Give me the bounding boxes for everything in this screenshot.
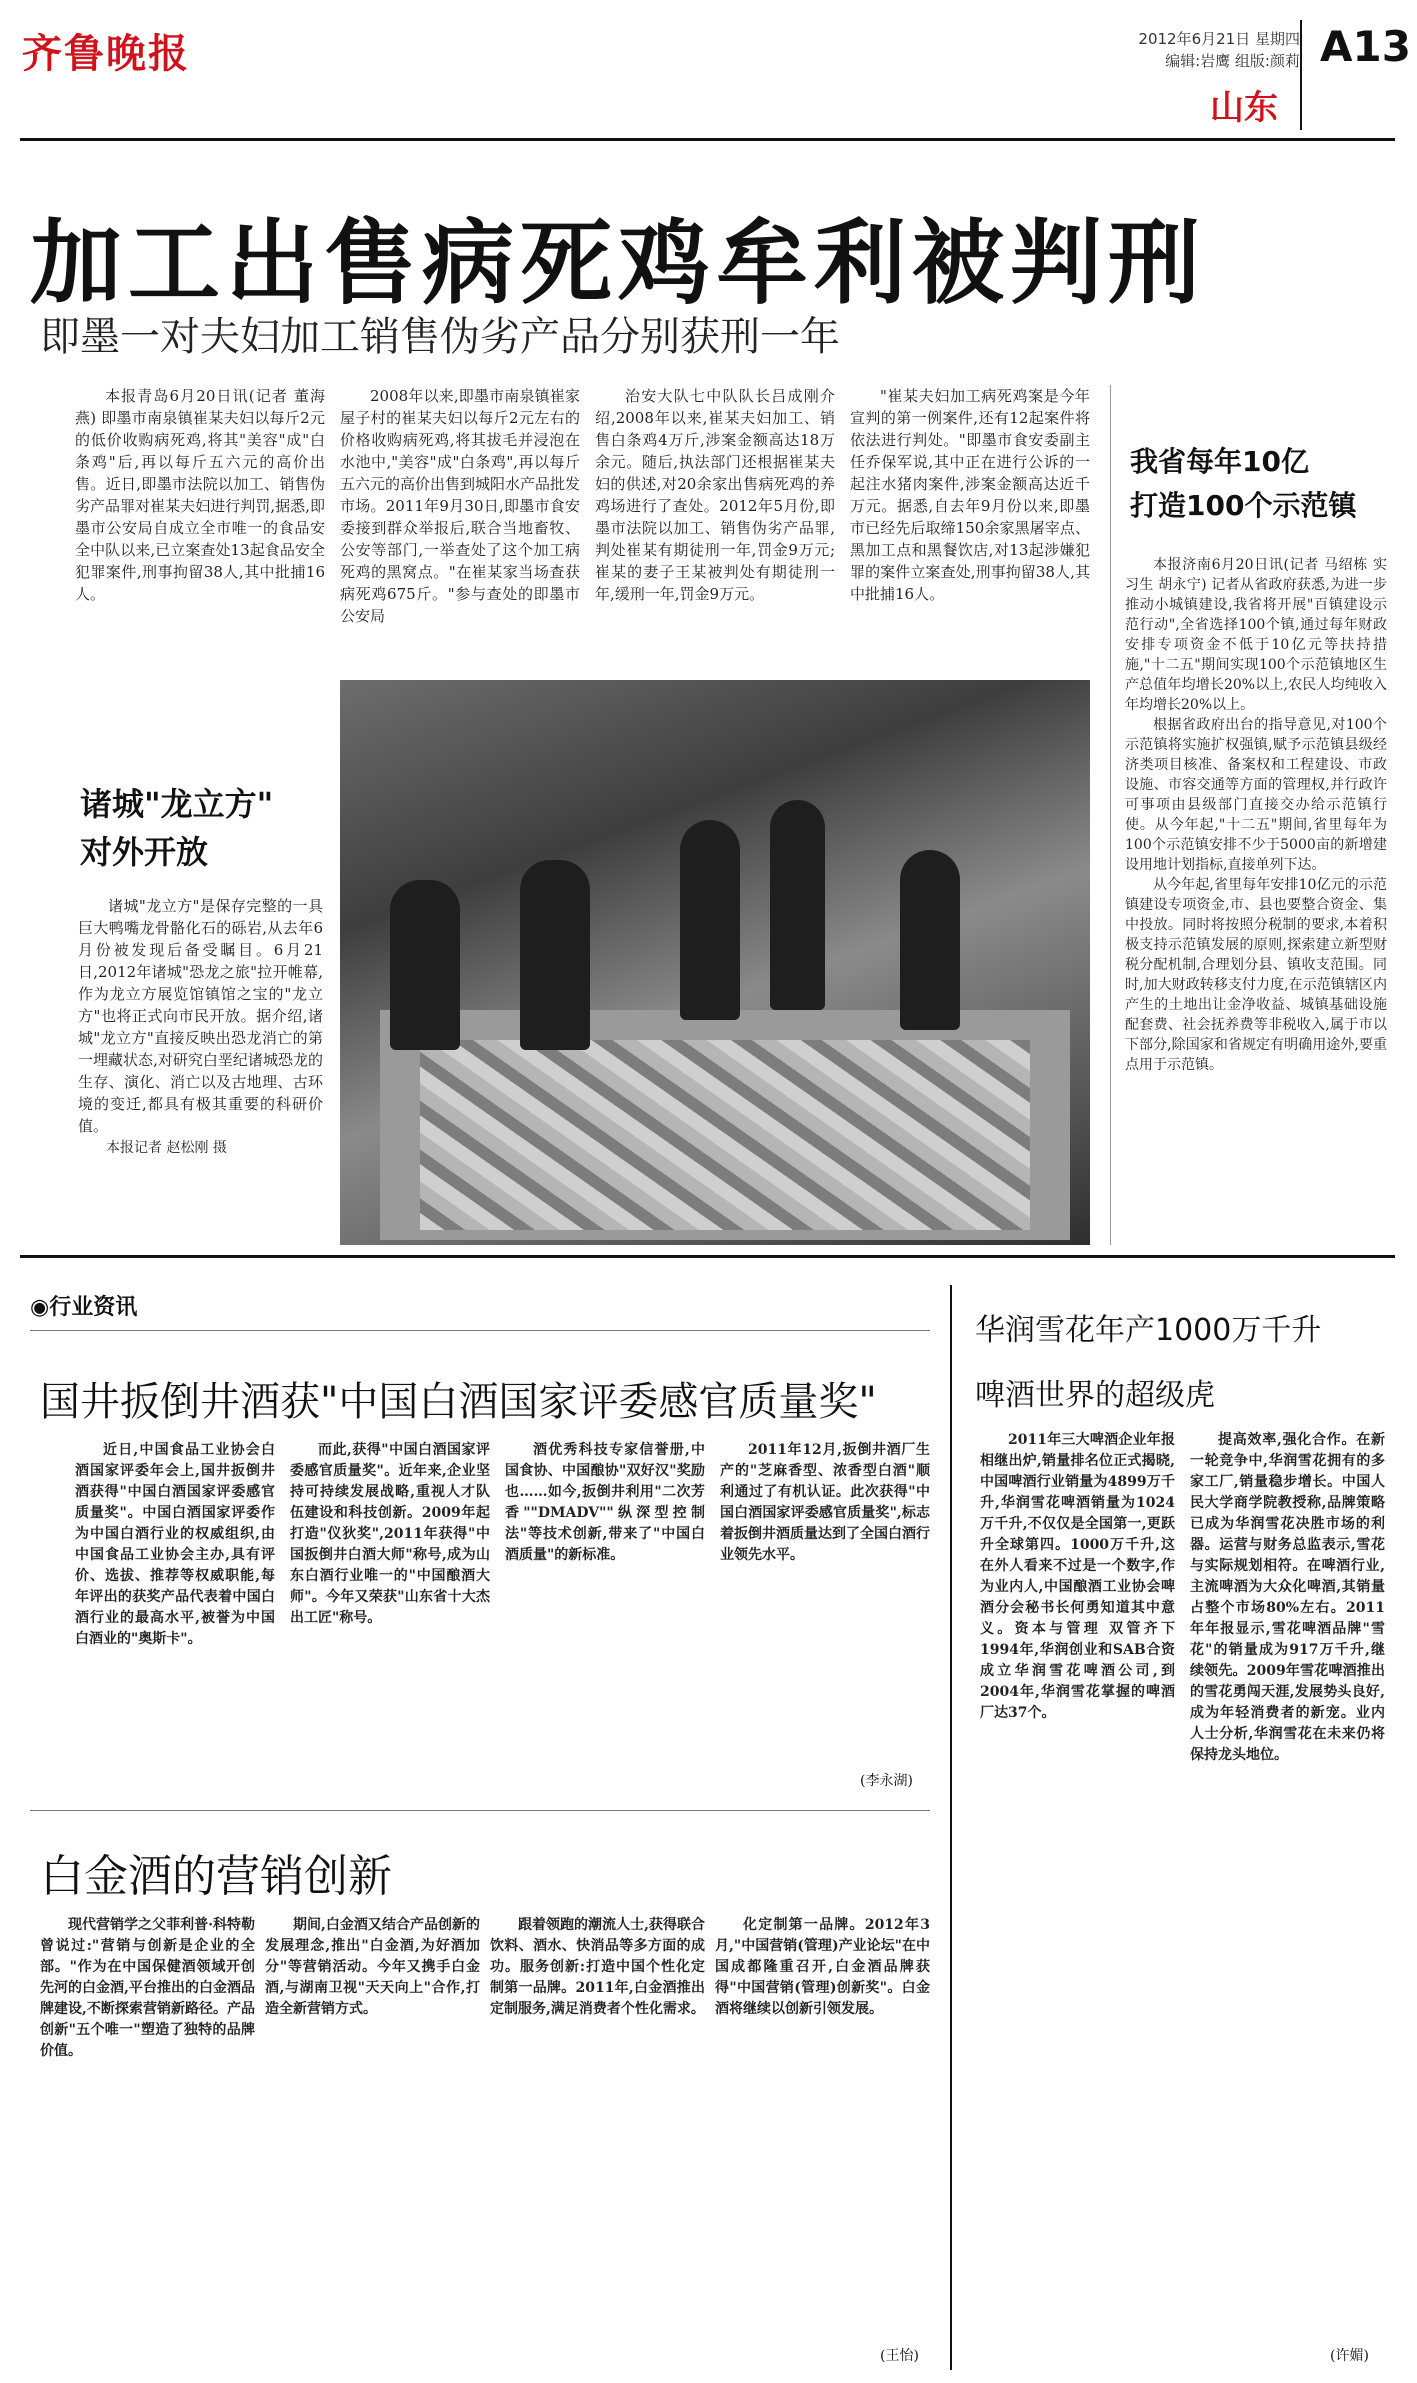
baijin-col-3 (490, 1915, 705, 2020)
issue-date: 2012年6月21日 星期四 (1138, 30, 1300, 48)
snow-beer-byline: (许媚) (1330, 2348, 1369, 2364)
sidebar-paragraph: 本报济南6月20日讯(记者 马绍栋 实习生 胡永宁) 记者从省政府获悉,为进一步推动小城镇建设,我省将开展"百镇建设示范行动",全省选择100个镇,通过每年财政安排专项资金不低于10亿元等扶持措施,"十二五"期间实现100个示范镇地区生产总值年均增长20%以上,农民人均纯收入年均增长20%以上。 (1125, 557, 1387, 713)
photo-person (770, 800, 825, 1010)
article-divider (30, 1810, 930, 1811)
snow-beer-col-1 (980, 1430, 1175, 1724)
snow-beer-col-1-text: 2011年三大啤酒企业年报相继出炉,销量排名位正式揭晓,中国啤酒行业销量为4899万千升,华润雪花啤酒销量为1024万千升,不仅仅是全国第一,更跃升全球第四。1000万千升,这在外人看来不过是一个数字,作为业内人,中国酿酒工业协会啤酒分会秘书长何勇知道其中意义。资本与管理 双管齐下 1994年,华润创业和SAB合资成立华润雪花啤酒公司,到2004年,华润雪花掌握的啤酒厂达37个。 (980, 1432, 1175, 1721)
industry-news-tag: ◉行业资讯 (30, 1295, 138, 1320)
guojing-col-3 (505, 1440, 705, 1566)
main-col-4-text: "崔某夫妇加工病死鸡案是今年宣判的第一例案件,还有12起案件将依法进行判处。"即墨市食安委副主任乔保军说,其中正在进行公诉的一起注水猪肉案件,涉案金额高达近千万元。据悉,自去年9月份以来,即墨市已经先后取缔150余家黑屠宰点、黑加工点和黑餐饮店,对13起涉嫌犯罪的案件立案查处,刑事拘留38人,其中批捕16人。 (850, 387, 1090, 603)
baijin-col-1 (40, 1915, 255, 2062)
guojing-col-3-text: 酒优秀科技专家信誉册,中国食协、中国酿协"双好汉"奖励也……如今,扳倒井利用"二次芳香""DMADV""纵深型控制法"等技术创新,带来了"中国白酒质量"的新标准。 (505, 1442, 705, 1563)
snow-beer-title-line-2: 啤酒世界的超级虎 (975, 1378, 1215, 1413)
guojing-col-4-text: 2011年12月,扳倒井酒厂生产的"芝麻香型、浓香型白酒"顺利通过了有机认证。此次获得"中国白酒国家评委感官质量奖",标志着扳倒井酒质量达到了全国白酒行业领先水平。 (720, 1442, 930, 1563)
photo-credit: 本报记者 赵松刚 摄 (106, 1140, 227, 1156)
snow-beer-title-line-1: 华润雪花年产1000万千升 (975, 1313, 1322, 1348)
section-tag-rule (30, 1330, 930, 1331)
photo-person (520, 860, 590, 1050)
main-col-1 (75, 385, 325, 605)
main-headline: 加工出售病死鸡牟利被判刑 (30, 210, 1207, 317)
guojing-col-2-text: 而此,获得"中国白酒国家评委感官质量奖"。近年来,企业坚持可持续发展战略,重视人才队伍建设和科技创新。2009年起打造"仪狄奖",2011年获得"中国扳倒井白酒大师"称号,成为山东白酒行业唯一的"中国酿酒大师"。今年又荣获"山东省十大杰出工匠"称号。 (290, 1442, 490, 1626)
baijin-col-2-text: 期间,白金酒又结合产品创新的发展理念,推出"白金酒,为好酒加分"等营销活动。今年又携手白金酒,与湖南卫视"天天向上"合作,打造全新营销方式。 (265, 1917, 480, 2017)
dinosaur-fossil-photo (340, 680, 1090, 1245)
industry-news-tag-label: 行业资讯 (49, 1295, 138, 1320)
page-number: A13 (1320, 22, 1411, 71)
guojing-col-4 (720, 1440, 930, 1566)
photo-caption-title (80, 780, 273, 876)
sidebar-body (1125, 555, 1387, 1075)
photo-person (900, 850, 960, 1030)
photo-fossil-bed (420, 1040, 1030, 1230)
baijin-col-3-text: 跟着领跑的潮流人士,获得联合饮料、酒水、快消品等多方面的成功。服务创新:打造中国个性化定制第一品牌。2011年,白金酒推出定制服务,满足消费者个性化需求。 (490, 1917, 705, 2017)
sidebar-paragraph: 根据省政府出台的指导意见,对100个示范镇将实施扩权强镇,赋予示范镇县级经济类项目核准、备案权和工程建设、市政设施、市容交通等方面的管理权,并行政许可事项由县级部门直接交办给示范镇行使。从今年起,"十二五"期间,省里每年为100个示范镇安排不少于5000亩的新增建设用地计划指标,直接单列下达。 (1125, 717, 1387, 873)
main-col-2 (340, 385, 580, 627)
baijin-byline: (王怡) (880, 2348, 919, 2364)
article-guojing-title: 国井扳倒井酒获"中国白酒国家评委感官质量奖" (40, 1379, 877, 1425)
guojing-col-2 (290, 1440, 490, 1629)
article-baijin-title: 白金酒的营销创新 (40, 1851, 392, 1902)
baijin-col-4 (715, 1915, 930, 2020)
sidebar-paragraph: 从今年起,省里每年安排10亿元的示范镇建设专项资金,市、县也要整合资金、集中投放。同时将按照分税制的要求,本着积极支持示范镇发展的原则,探索建立新型财税分配机制,合理划分县、镇收支范围。同时,加大财政转移支付力度,在示范镇辖区内产生的土地出让金净收益、城镇基础设施配套费、社会抚养费等非税收入,属于市以下部分,除国家和省规定有明确用途外,要重点用于示范镇。 (1125, 877, 1387, 1073)
main-col-2-text: 2008年以来,即墨市南泉镇崔家屋子村的崔某夫妇以每斤2元左右的价格收购病死鸡,将其拔毛并浸泡在水池中,"美容"成"白条鸡",再以每斤五六元的高价出售到城阳水产品批发市场。2011年9月30日,即墨市食安委接到群众举报后,联合当地畜牧、公安等部门,一举查处了这个加工病死鸡的黑窝点。"在崔某家当场查获病死鸡675斤。"参与查处的即墨市公安局 (340, 387, 581, 625)
issue-meta (1120, 28, 1300, 72)
photo-caption-title-line-1: 诸城"龙立方" (80, 785, 274, 823)
header-rule (20, 138, 1395, 141)
main-col-3-text: 治安大队七中队队长吕成刚介绍,2008年以来,崔某夫妇加工、销售白条鸡4万斤,涉案金额高达18万余元。随后,执法部门还根据崔某夫妇的供述,对20余家出售病死鸡的养鸡场进行了查处。2012年5月份,即墨市法院以加工、销售伪劣产品罪,判处崔某有期徒刑一年,罚金9万元;崔某的妻子王某被判处有期徒刑一年,缓刑一年,罚金9万元。 (595, 387, 835, 603)
photo-caption-title-line-2: 对外开放 (80, 833, 209, 871)
photo-caption-body (78, 895, 323, 1159)
baijin-col-1-text: 现代营销学之父菲利普·科特勒曾说过:"营销与创新是企业的全部。"作为在中国保健酒领域开创先河的白金酒,平台推出的白金酒品牌建设,不断探索营销新路径。产品创新"五个唯一"塑造了独特的品牌价值。 (40, 1917, 255, 2059)
header-divider (1300, 20, 1302, 130)
main-subheadline: 即墨一对夫妇加工销售伪劣产品分别获刑一年 (40, 314, 840, 360)
photo-person (680, 820, 740, 1020)
section-name: 山东 (1210, 88, 1278, 128)
guojing-col-1-text: 近日,中国食品工业协会白酒国家评委年会上,国井扳倒井酒获得"中国白酒国家评委感官质量奖"。中国白酒国家评委作为中国白酒行业的权威组织,由中国食品工业协会主办,具有评价、选拔、推荐等权威职能,每年评出的获奖产品代表着中国白酒行业的最高水平,被誉为中国白酒业的"奥斯卡"。 (75, 1442, 275, 1647)
baijin-col-4-text: 化定制第一品牌。2012年3月,"中国营销(管理)产业论坛"在中国成都隆重召开,白金酒品牌获得"中国营销(管理)创新奖"。白金酒将继续以创新引领发展。 (715, 1917, 930, 2017)
photo-caption-text: 诸城"龙立方"是保存完整的一具巨大鸭嘴龙骨骼化石的砾岩,从去年6月份被发现后备受瞩目。6月21日,2012年诸城"恐龙之旅"拉开帷幕,作为龙立方展览馆镇馆之宝的"龙立方"也将正式向市民开放。据介绍,诸城"龙立方"直接反映出恐龙消亡的第一埋藏状态,对研究白垩纪诸城恐龙的生存、演化、消亡以及古地理、古环境的变迁,都具有极其重要的科研价值。 (78, 897, 323, 1135)
sidebar-title-line-1: 我省每年10亿 (1130, 445, 1309, 478)
main-col-3 (595, 385, 835, 605)
sidebar-title (1130, 440, 1356, 528)
editors-line: 编辑:岩鹰 组版:颜莉 (1165, 52, 1300, 70)
newspaper-logo: 齐鲁晚报 (22, 31, 190, 77)
sidebar-title-line-2: 打造100个示范镇 (1130, 489, 1357, 522)
guojing-byline: (李永湖) (860, 1773, 913, 1789)
main-col-4 (850, 385, 1090, 605)
photo-person (390, 880, 460, 1050)
section-separator (20, 1255, 1395, 1258)
main-col-1-text: 本报青岛6月20日讯(记者 董海燕) 即墨市南泉镇崔某夫妇以每斤2元的低价收购病死鸡,将其"美容"成"白条鸡"后,再以每斤五六元的高价出售。近日,即墨市法院以加工、销售伪劣产品罪对崔某夫妇进行判罚,据悉,即墨市公安局自成立全市唯一的食品安全中队以来,已立案查处13起食品安全犯罪案件,刑事拘留38人,其中批捕16人。 (75, 387, 325, 603)
snow-beer-col-2 (1190, 1430, 1385, 1766)
baijin-col-2 (265, 1915, 480, 2020)
guojing-col-1 (75, 1440, 275, 1650)
snow-beer-col-2-text: 提高效率,强化合作。在新一轮竞争中,华润雪花拥有的多家工厂,销量稳步增长。中国人民大学商学院教授称,品牌策略已成为华润雪花决胜市场的利器。运营与财务总监表示,雪花与实际规划相符。在啤酒行业,主流啤酒为大众化啤酒,其销量占整个市场80%左右。2011年年报显示,雪花啤酒品牌"雪花"的销量成为917万千升,继续领先。2009年雪花啤酒推出的雪花勇闯天涯,发展势头良好,成为年轻消费者的新宠。业内人士分析,华润雪花在未来仍将保持龙头地位。 (1190, 1432, 1385, 1763)
